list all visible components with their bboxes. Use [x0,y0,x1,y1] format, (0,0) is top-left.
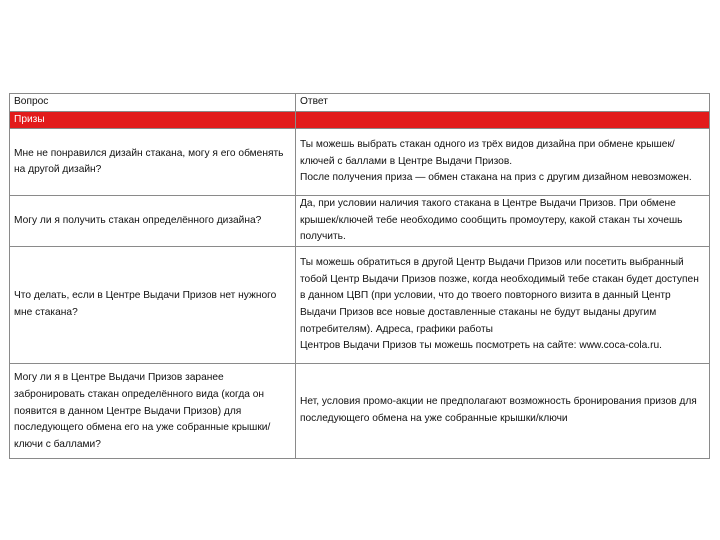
answer-line: Ты можешь выбрать стакан одного из трёх видов дизайна при обмене крышек/ключей с баллами в Центре Выдачи Призов. [300,139,675,167]
answer-cell [296,363,710,458]
question-cell: Могу ли я получить стакан определённого дизайна? [10,196,296,247]
answer-line: Да, при условии наличия такого стакана в Центре Выдачи Призов. При обмене крышек/ключей тебе необходимо сообщить промоутеру, какой стакан ты хочешь получить. [300,198,683,243]
section-title: Призы [10,111,296,129]
answer-cell [296,196,710,247]
answer-column-header: Ответ [296,94,710,112]
answer-line: После получения приза — обмен стакана на приз с другим дизайном невозможен. [300,172,692,184]
question-cell: Могу ли я в Центре Выдачи Призов заранее забронировать стакан определённого вида (когда он появится в данном Центре Выдачи Призов) для последующего обмена его на уже собранные крышки/ключи с баллами? [10,363,296,458]
table-row [10,363,710,458]
answer-line: Ты можешь обратиться в другой Центр Выдачи Призов или посетить выбранный тобой Центр Выдачи Призов позже, когда необходимый тебе стакан будет доступен в данном ЦВП (при условии, что до твоего повторного визита в данный Центр [300,257,699,302]
table-row [10,196,710,247]
table-row [10,246,710,363]
answer-line: Центров Выдачи Призов ты можешь посмотреть на сайте: www.coca-cola.ru. [300,340,663,352]
section-fill [296,111,710,129]
table-row [10,129,710,196]
answer-line: Выдачи Призов все новые доставленные стаканы не будут выданы другим потребителям). Адреса, графики работы [300,306,657,335]
question-cell: Что делать, если в Центре Выдачи Призов нет нужного мне стакана? [10,246,296,363]
header-row [10,94,710,112]
question-cell: Мне не понравился дизайн стакана, могу я его обменять на другой дизайн? [10,129,296,196]
answer-cell [296,129,710,196]
section-row [10,111,710,129]
answer-line: Нет, условия промо-акции не предполагают возможность бронирования призов для последующего обмена на уже собранные крышки/ключи [300,396,697,424]
faq-table [9,93,710,459]
question-column-header: Вопрос [10,94,296,112]
answer-cell [296,246,710,363]
